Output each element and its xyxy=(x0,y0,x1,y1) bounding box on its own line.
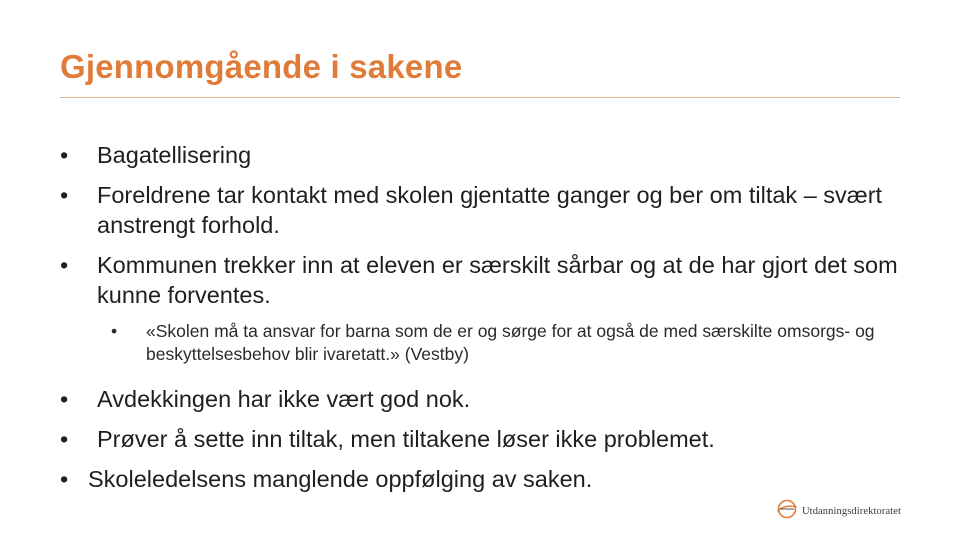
bullet-text: Prøver å sette inn tiltak, men tiltakene løser ikke problemet. xyxy=(97,426,715,452)
brand-logo xyxy=(776,498,901,525)
udir-ellipse-logo-icon xyxy=(776,498,798,525)
logo-wordmark: Utdanningsdirektoratet xyxy=(802,506,902,517)
slide-title: Gjennomgående i sakene xyxy=(60,48,463,85)
bullet-marker: • xyxy=(60,466,69,492)
bullet-marker: • xyxy=(60,386,69,412)
bullet-item xyxy=(60,384,900,414)
sub-bullet-quote xyxy=(60,320,900,366)
bullet-text: Foreldrene tar kontakt med skolen gjentatte ganger og ber om tiltak – svært anstrengt forhold. xyxy=(97,182,883,238)
bullet-item xyxy=(60,424,900,454)
bullet-list xyxy=(60,140,900,504)
bullet-marker: • xyxy=(111,321,118,341)
quote-text: «Skolen må ta ansvar for barna som de er og sørge for at også de med særskilte omsorgs- og beskyttelsesbehov blir ivaretatt.» (Vestby) xyxy=(146,321,875,364)
bullet-text: Bagatellisering xyxy=(97,142,252,168)
bullet-text: Kommunen trekker inn at eleven er særskilt sårbar og at de har gjort det som kunne forventes. xyxy=(97,252,898,308)
bullet-item xyxy=(60,464,900,494)
bullet-item xyxy=(60,250,900,310)
bullet-item xyxy=(60,140,900,170)
bullet-marker: • xyxy=(60,182,69,208)
bullet-item xyxy=(60,180,900,240)
title-divider xyxy=(60,97,900,98)
bullet-text: Avdekkingen har ikke vært god nok. xyxy=(97,386,471,412)
bullet-marker: • xyxy=(60,252,69,278)
bullet-marker: • xyxy=(60,142,69,168)
bullet-marker: • xyxy=(60,426,69,452)
bullet-text: Skoleledelsens manglende oppfølging av saken. xyxy=(88,466,593,492)
